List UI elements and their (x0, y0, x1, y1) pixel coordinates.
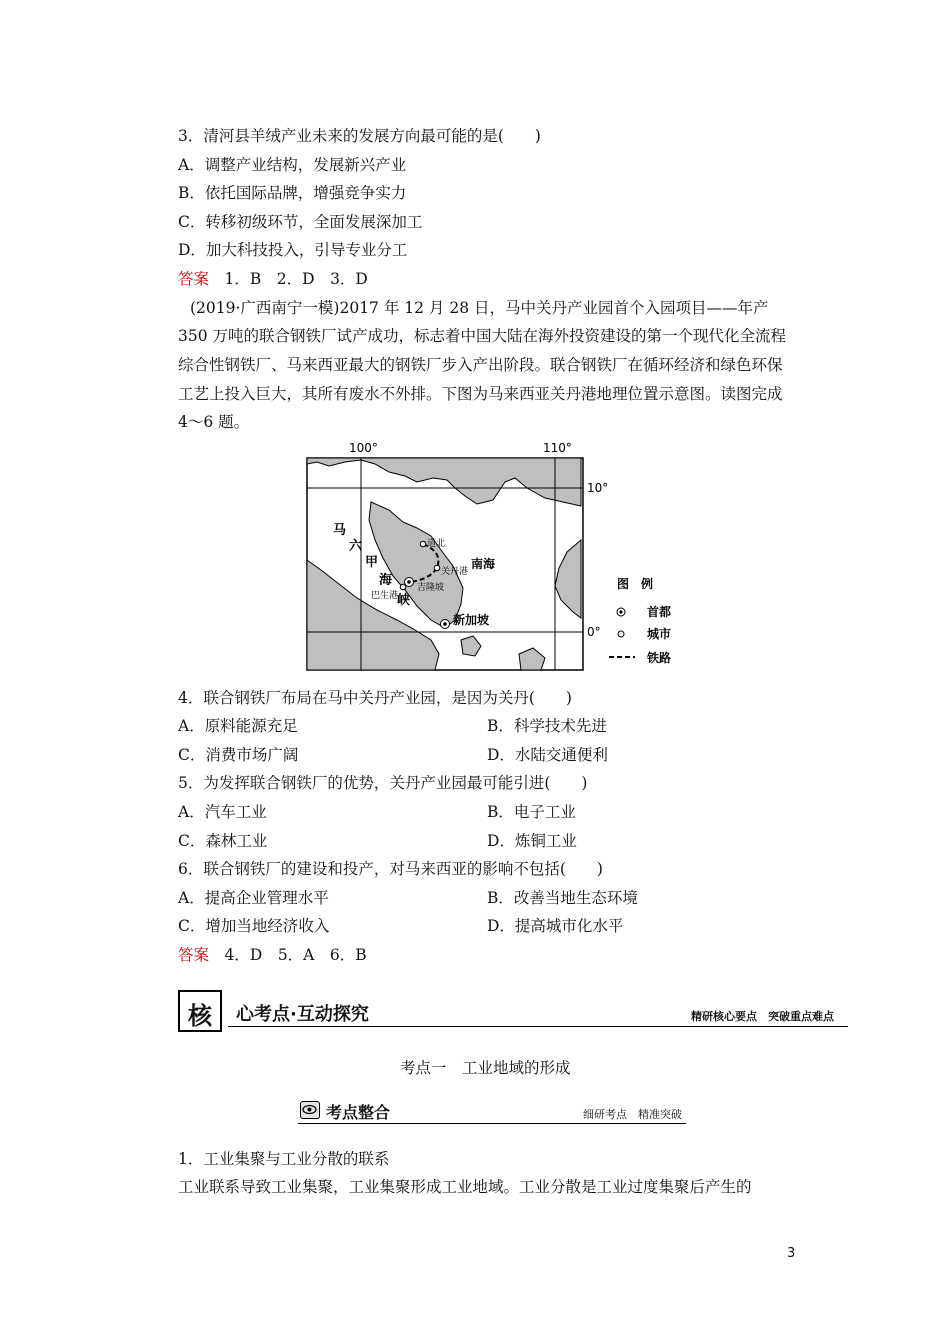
capital-marker-singapore-dot (443, 622, 447, 626)
label-lon-100: 100° (349, 441, 378, 455)
legend-capital-label: 首都 (647, 605, 672, 619)
answer-1-3 (178, 269, 368, 289)
page-number: 3 (787, 1246, 796, 1261)
q5-stem: 5．为发挥联合钢铁厂的优势，关丹产业园最可能引进( ) (178, 774, 588, 792)
q4-option-b: B．科学技术先进 (487, 717, 607, 735)
q5-option-c: C．森林工业 (178, 832, 268, 850)
section-tagline: 精研核心要点 突破重点难点 (691, 1010, 834, 1023)
label-nanhai: 南海 (471, 557, 496, 571)
passage-line-3: 综合性钢铁厂、马来西亚最大的钢铁厂步入产出阶段。联合钢铁厂在循环经济和绿色环保 (178, 356, 783, 374)
q5-option-d: D．炼铜工业 (487, 832, 577, 850)
legend-city-icon (618, 631, 624, 637)
q6-option-a: A．提高企业管理水平 (178, 889, 329, 907)
q3-option-d: D．加大科技投入，引导专业分工 (178, 241, 408, 259)
section-title: 心考点·互动探究 (236, 1004, 369, 1025)
legend-city-label: 城市 (647, 627, 672, 641)
label-strait-1: 马 (333, 523, 347, 538)
label-jilongpo: 吉隆坡 (417, 583, 445, 593)
city-marker-bashenggang (400, 584, 406, 590)
q4-option-c: C．消费市场广阔 (178, 746, 299, 764)
label-guandan: 关丹港 (441, 567, 469, 577)
answer-text: 1．B 2．D 3．D (224, 270, 368, 288)
answer-label: 答案 (178, 270, 210, 288)
label-xinjiapo: 新加坡 (453, 613, 490, 627)
subsection-underline (298, 1123, 686, 1124)
q5-option-b: B．电子工业 (487, 803, 576, 821)
q4-stem: 4．联合钢铁厂布局在马中关丹产业园，是因为关丹( ) (178, 689, 572, 707)
eye-icon (300, 1101, 320, 1119)
q6-option-c: C．增加当地经济收入 (178, 917, 330, 935)
section-char-box (178, 990, 222, 1032)
label-bashenggang: 巴生港 (371, 591, 399, 601)
city-marker-daobei (420, 541, 426, 547)
passage-line-1: (2019·广西南宁一模)2017 年 12 月 28 日，马中关丹产业园首个入园项目——年产 (190, 299, 769, 317)
label-strait-3: 甲 (365, 555, 379, 570)
item1-heading: 1．工业集聚与工业分散的联系 (178, 1150, 390, 1168)
capital-marker-kl-dot (407, 580, 411, 584)
q3-stem: 3．清河县羊绒产业未来的发展方向最可能的是( ) (178, 127, 541, 145)
label-lat-10: 10° (587, 481, 609, 495)
q6-option-b: B．改善当地生态环境 (487, 889, 638, 907)
city-marker-guandan (434, 565, 440, 571)
section-underline (228, 1026, 848, 1027)
q6-stem: 6．联合钢铁厂的建设和投产，对马来西亚的影响不包括( ) (178, 860, 603, 878)
q4-option-d: D．水陆交通便利 (487, 746, 608, 764)
q3-option-b: B．依托国际品牌，增强竞争实力 (178, 184, 407, 202)
item1-text: 工业联系导致工业集聚，工业集聚形成工业地域。工业分散是工业过度集聚后产生的 (178, 1178, 752, 1196)
subsection-header (298, 1098, 686, 1126)
label-lat-0: 0° (587, 625, 601, 639)
passage-line-2: 350 万吨的联合钢铁厂试产成功，标志着中国大陆在海外投资建设的第一个现代化全流程 (178, 327, 787, 345)
passage-line-5: 4～6 题。 (178, 413, 250, 431)
section-header (178, 990, 848, 1038)
passage-line-4: 工艺上投入巨大，其所有废水不外排。下图为马来西亚关丹港地理位置示意图。读图完成 (178, 385, 783, 403)
label-daobei: 道北 (427, 539, 446, 549)
kuantan-location-map (305, 440, 685, 672)
section-char: 核 (188, 1002, 212, 1030)
q4-option-a: A．原料能源充足 (178, 717, 298, 735)
label-strait-2: 六 (349, 539, 363, 554)
q6-option-d: D．提高城市化水平 (487, 917, 624, 935)
subsection-tagline: 细研考点 精准突破 (583, 1108, 682, 1121)
legend-railway-label: 铁路 (647, 651, 672, 665)
q3-option-a: A．调整产业结构，发展新兴产业 (178, 156, 407, 174)
label-strait-4: 海 (379, 573, 393, 588)
answer-text: 4．D 5．A 6．B (224, 946, 367, 964)
subsection-title: 考点整合 (326, 1103, 391, 1122)
answer-label: 答案 (178, 946, 210, 964)
label-lon-110: 110° (543, 441, 572, 455)
q5-option-a: A．汽车工业 (178, 803, 267, 821)
q3-option-c: C．转移初级环节，全面发展深加工 (178, 213, 423, 231)
legend-title: 图 例 (617, 577, 654, 591)
label-strait-5: 峡 (397, 593, 411, 608)
legend-capital-icon-dot (619, 610, 622, 613)
topic-title: 考点一 工业地域的形成 (400, 1059, 571, 1077)
answer-4-6 (178, 945, 367, 965)
